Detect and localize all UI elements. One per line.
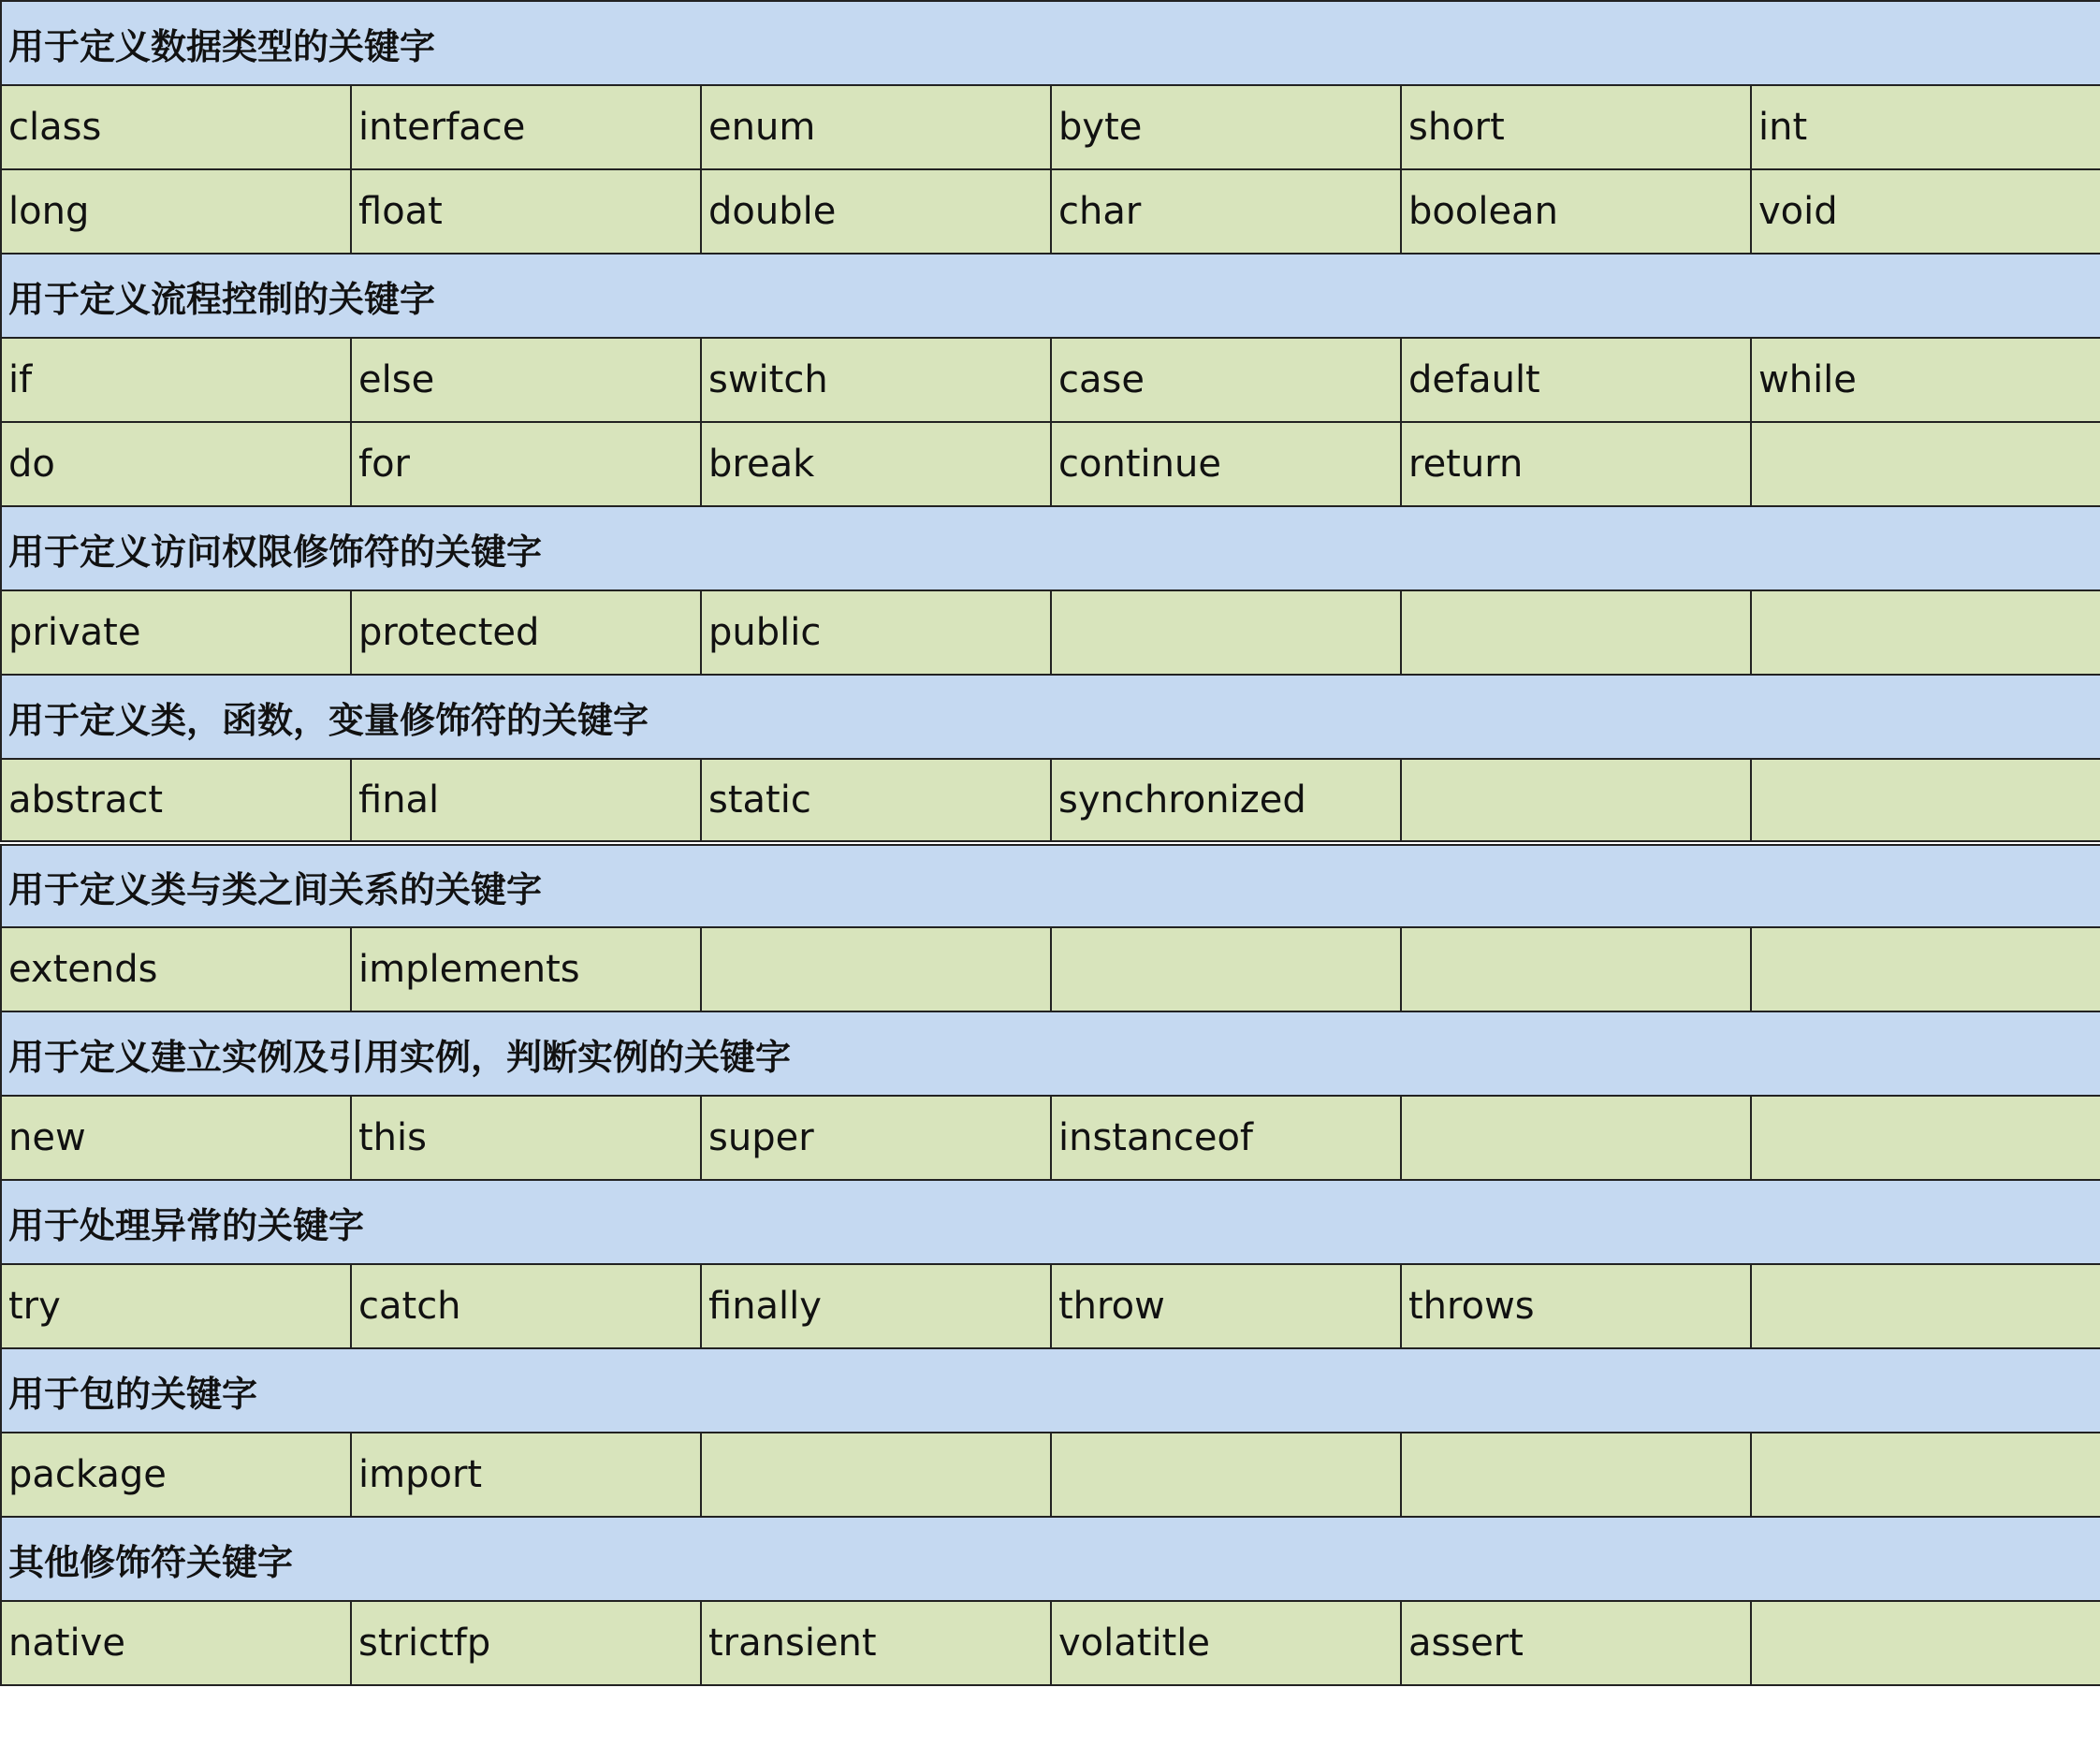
keyword-cell[interactable]: finally [701, 1264, 1051, 1348]
keyword-cell[interactable]: switch [701, 338, 1051, 422]
keyword-cell[interactable]: package [1, 1433, 351, 1517]
keyword-cell[interactable]: if [1, 338, 351, 422]
keyword-cell[interactable]: strictfp [351, 1601, 701, 1685]
keyword-cell[interactable] [1401, 590, 1751, 675]
category-title[interactable]: 用于定义访问权限修饰符的关键字 [1, 506, 2100, 590]
keyword-cell[interactable] [1051, 927, 1401, 1011]
keyword-cell[interactable]: import [351, 1433, 701, 1517]
keyword-cell[interactable]: class [1, 85, 351, 169]
keyword-cell[interactable]: this [351, 1096, 701, 1180]
keyword-cell[interactable]: native [1, 1601, 351, 1685]
keyword-cell[interactable]: assert [1401, 1601, 1751, 1685]
category-row [1, 506, 2100, 590]
keyword-row [1, 422, 2100, 506]
keyword-cell[interactable]: instanceof [1051, 1096, 1401, 1180]
keyword-row [1, 1096, 2100, 1180]
category-row [1, 1517, 2100, 1601]
keyword-cell[interactable] [1751, 590, 2100, 675]
keyword-cell[interactable]: final [351, 759, 701, 843]
keyword-cell[interactable]: synchronized [1051, 759, 1401, 843]
keyword-cell[interactable] [1401, 1433, 1751, 1517]
category-title[interactable]: 用于包的关键字 [1, 1348, 2100, 1433]
category-title[interactable]: 其他修饰符关键字 [1, 1517, 2100, 1601]
keyword-cell[interactable]: public [701, 590, 1051, 675]
keyword-cell[interactable]: while [1751, 338, 2100, 422]
keyword-cell[interactable]: implements [351, 927, 701, 1011]
keyword-cell[interactable]: return [1401, 422, 1751, 506]
keyword-cell[interactable]: long [1, 169, 351, 254]
keyword-cell[interactable]: try [1, 1264, 351, 1348]
keyword-cell[interactable]: new [1, 1096, 351, 1180]
keyword-cell[interactable] [1051, 590, 1401, 675]
keyword-row [1, 169, 2100, 254]
keyword-cell[interactable]: case [1051, 338, 1401, 422]
keyword-cell[interactable] [701, 1433, 1051, 1517]
keyword-row [1, 1433, 2100, 1517]
keyword-cell[interactable]: abstract [1, 759, 351, 843]
category-row [1, 843, 2100, 927]
keyword-row [1, 338, 2100, 422]
keyword-cell[interactable]: catch [351, 1264, 701, 1348]
keyword-cell[interactable]: char [1051, 169, 1401, 254]
keyword-cell[interactable]: do [1, 422, 351, 506]
category-row [1, 254, 2100, 338]
keyword-row [1, 1264, 2100, 1348]
category-row [1, 1, 2100, 85]
keyword-cell[interactable]: boolean [1401, 169, 1751, 254]
keyword-cell[interactable]: private [1, 590, 351, 675]
keyword-cell[interactable]: interface [351, 85, 701, 169]
keyword-cell[interactable] [1751, 927, 2100, 1011]
keyword-row [1, 590, 2100, 675]
keyword-cell[interactable] [1401, 759, 1751, 843]
keyword-cell[interactable]: volatitle [1051, 1601, 1401, 1685]
keyword-cell[interactable] [1401, 1096, 1751, 1180]
keyword-cell[interactable] [1751, 759, 2100, 843]
keyword-cell[interactable] [1751, 1096, 2100, 1180]
keyword-cell[interactable]: else [351, 338, 701, 422]
keyword-cell[interactable]: for [351, 422, 701, 506]
keyword-cell[interactable] [701, 927, 1051, 1011]
keyword-cell[interactable]: throw [1051, 1264, 1401, 1348]
keyword-cell[interactable]: super [701, 1096, 1051, 1180]
category-title[interactable]: 用于定义类，函数，变量修饰符的关键字 [1, 675, 2100, 759]
keyword-cell[interactable]: byte [1051, 85, 1401, 169]
keyword-cell[interactable]: protected [351, 590, 701, 675]
keyword-row [1, 1601, 2100, 1685]
category-title[interactable]: 用于定义流程控制的关键字 [1, 254, 2100, 338]
keyword-cell[interactable] [1401, 927, 1751, 1011]
category-row [1, 675, 2100, 759]
keyword-cell[interactable]: continue [1051, 422, 1401, 506]
category-title[interactable]: 用于处理异常的关键字 [1, 1180, 2100, 1264]
keyword-cell[interactable] [1051, 1433, 1401, 1517]
keyword-cell[interactable]: throws [1401, 1264, 1751, 1348]
keyword-row [1, 759, 2100, 843]
keyword-cell[interactable]: short [1401, 85, 1751, 169]
keyword-cell[interactable] [1751, 1264, 2100, 1348]
keyword-cell[interactable]: int [1751, 85, 2100, 169]
keyword-cell[interactable]: default [1401, 338, 1751, 422]
keyword-cell[interactable]: void [1751, 169, 2100, 254]
category-row [1, 1011, 2100, 1096]
keyword-cell[interactable]: extends [1, 927, 351, 1011]
category-row [1, 1348, 2100, 1433]
category-title[interactable]: 用于定义数据类型的关键字 [1, 1, 2100, 85]
keyword-cell[interactable] [1751, 1601, 2100, 1685]
keyword-cell[interactable] [1751, 422, 2100, 506]
keyword-cell[interactable]: enum [701, 85, 1051, 169]
keyword-row [1, 85, 2100, 169]
category-title[interactable]: 用于定义建立实例及引用实例，判断实例的关键字 [1, 1011, 2100, 1096]
keyword-cell[interactable] [1751, 1433, 2100, 1517]
keyword-cell[interactable]: double [701, 169, 1051, 254]
keyword-cell[interactable]: transient [701, 1601, 1051, 1685]
category-title[interactable]: 用于定义类与类之间关系的关键字 [1, 843, 2100, 927]
keyword-row [1, 927, 2100, 1011]
category-row [1, 1180, 2100, 1264]
keyword-cell[interactable]: static [701, 759, 1051, 843]
keyword-cell[interactable]: break [701, 422, 1051, 506]
keyword-cell[interactable]: float [351, 169, 701, 254]
